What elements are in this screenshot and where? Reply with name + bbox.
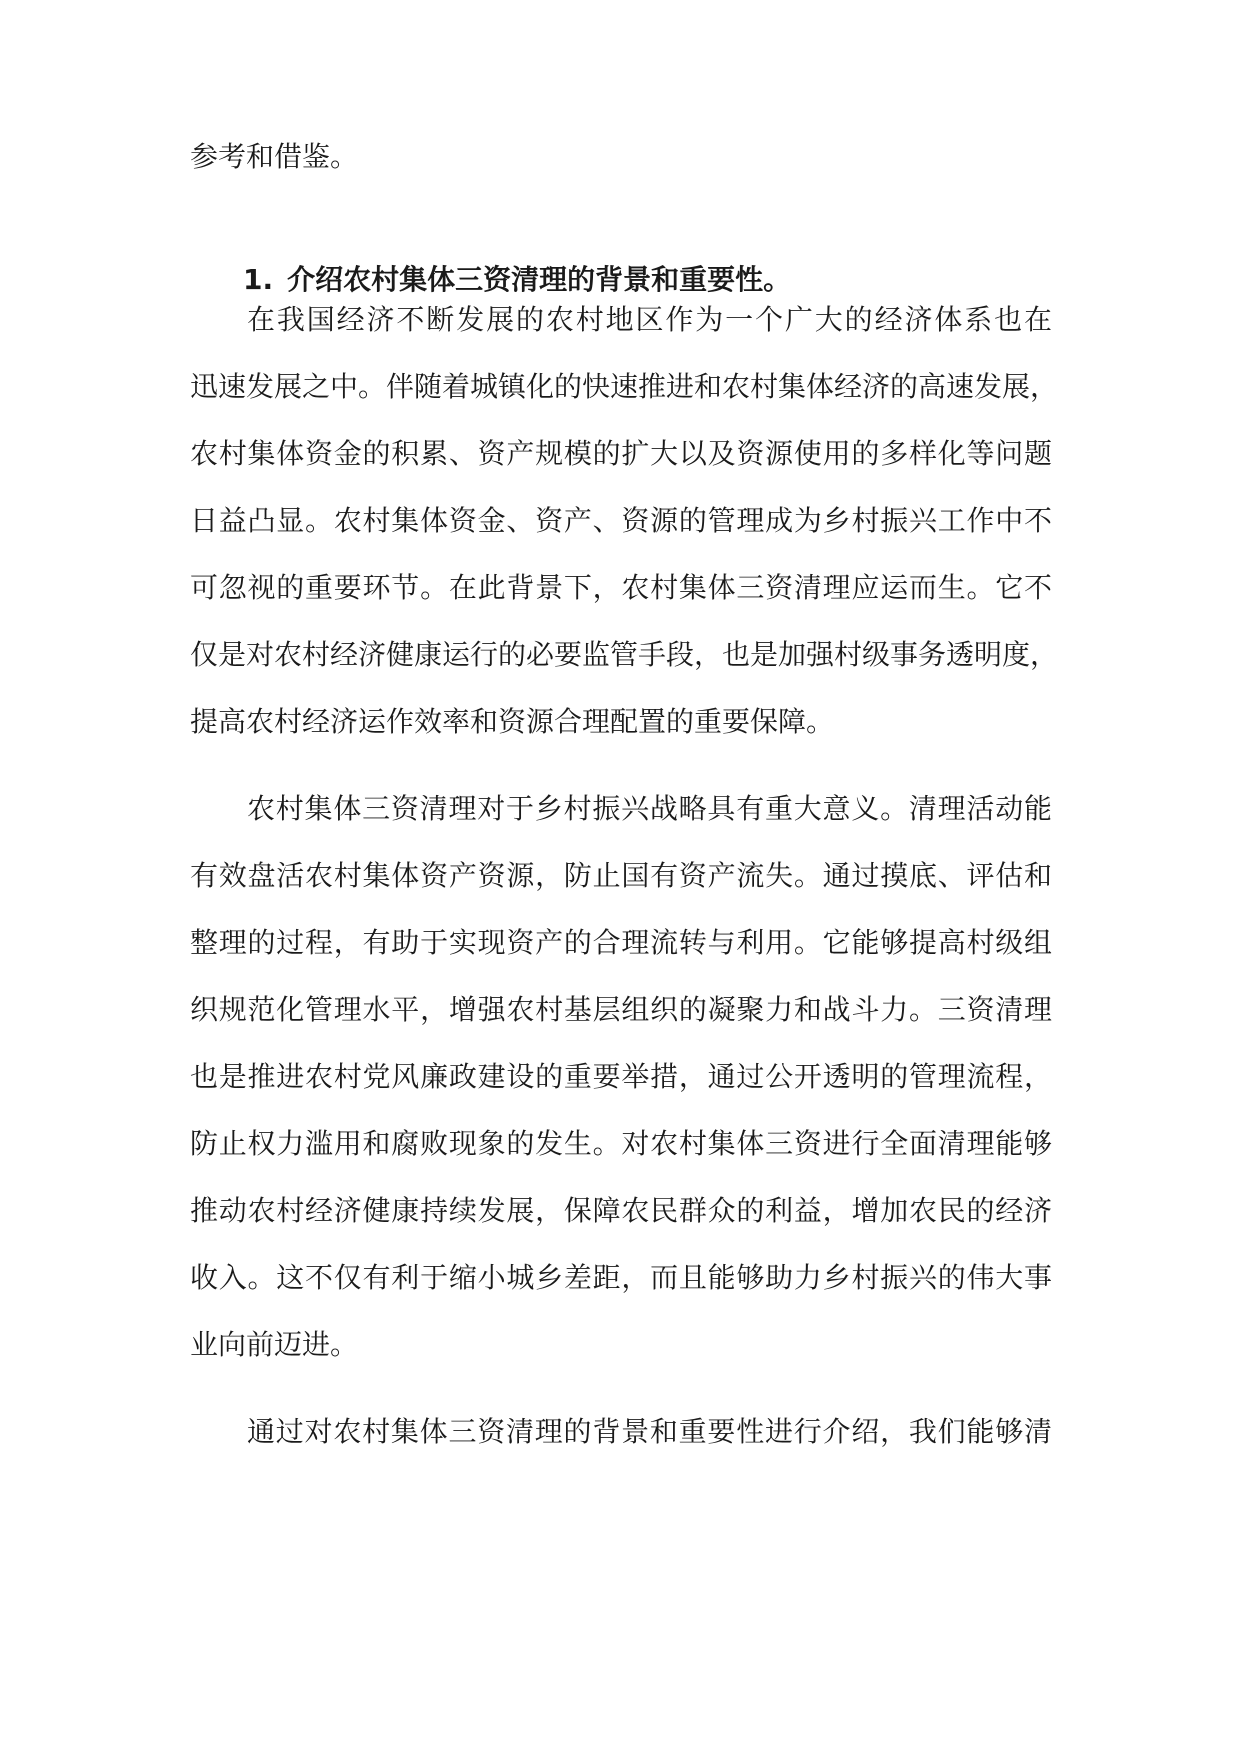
paragraph-2-line-5: 也是推进农村党风廉政建设的重要举措，通过公开透明的管理流程， [190,1060,1052,1093]
paragraph-1-line-3: 农村集体资金的积累、资产规模的扩大以及资源使用的多样化等问题 [190,437,1052,470]
paragraph-1-line-1: 在我国经济不断发展的农村地区作为一个广大的经济体系也在 [247,303,1052,336]
paragraph-2-line-1: 农村集体三资清理对于乡村振兴战略具有重大意义。清理活动能 [247,792,1052,825]
paragraph-2-line-9: 业向前迈进。 [190,1328,359,1361]
paragraph-1-line-4: 日益凸显。农村集体资金、资产、资源的管理成为乡村振兴工作中不 [190,504,1052,537]
paragraph-1-line-7: 提高农村经济运作效率和资源合理配置的重要保障。 [190,705,835,738]
paragraph-2-line-8: 收入。这不仅有利于缩小城乡差距，而且能够助力乡村振兴的伟大事 [190,1261,1052,1294]
paragraph-2-line-4: 织规范化管理水平，增强农村基层组织的凝聚力和战斗力。三资清理 [190,993,1052,1026]
paragraph-2-line-6: 防止权力滥用和腐败现象的发生。对农村集体三资进行全面清理能够 [190,1127,1052,1160]
section-title: 介绍农村集体三资清理的背景和重要性。 [287,263,792,296]
section-number: 1. [243,263,274,296]
paragraph-2-line-2: 有效盘活农村集体资产资源，防止国有资产流失。通过摸底、评估和 [190,859,1052,892]
continuation-line: 参考和借鉴。 [190,140,359,173]
paragraph-1-line-2: 迅速发展之中。伴随着城镇化的快速推进和农村集体经济的高速发展， [190,370,1059,403]
paragraph-2-line-3: 整理的过程，有助于实现资产的合理流转与利用。它能够提高村级组 [190,926,1052,959]
paragraph-3-line-1: 通过对农村集体三资清理的背景和重要性进行介绍，我们能够清 [247,1415,1052,1448]
paragraph-2-line-7: 推动农村经济健康持续发展，保障农民群众的利益，增加农民的经济 [190,1194,1052,1227]
section-heading [243,260,791,300]
paragraph-1-line-6: 仅是对农村经济健康运行的必要监管手段，也是加强村级事务透明度， [190,638,1059,671]
paragraph-1-line-5: 可忽视的重要环节。在此背景下，农村集体三资清理应运而生。它不 [190,571,1052,604]
